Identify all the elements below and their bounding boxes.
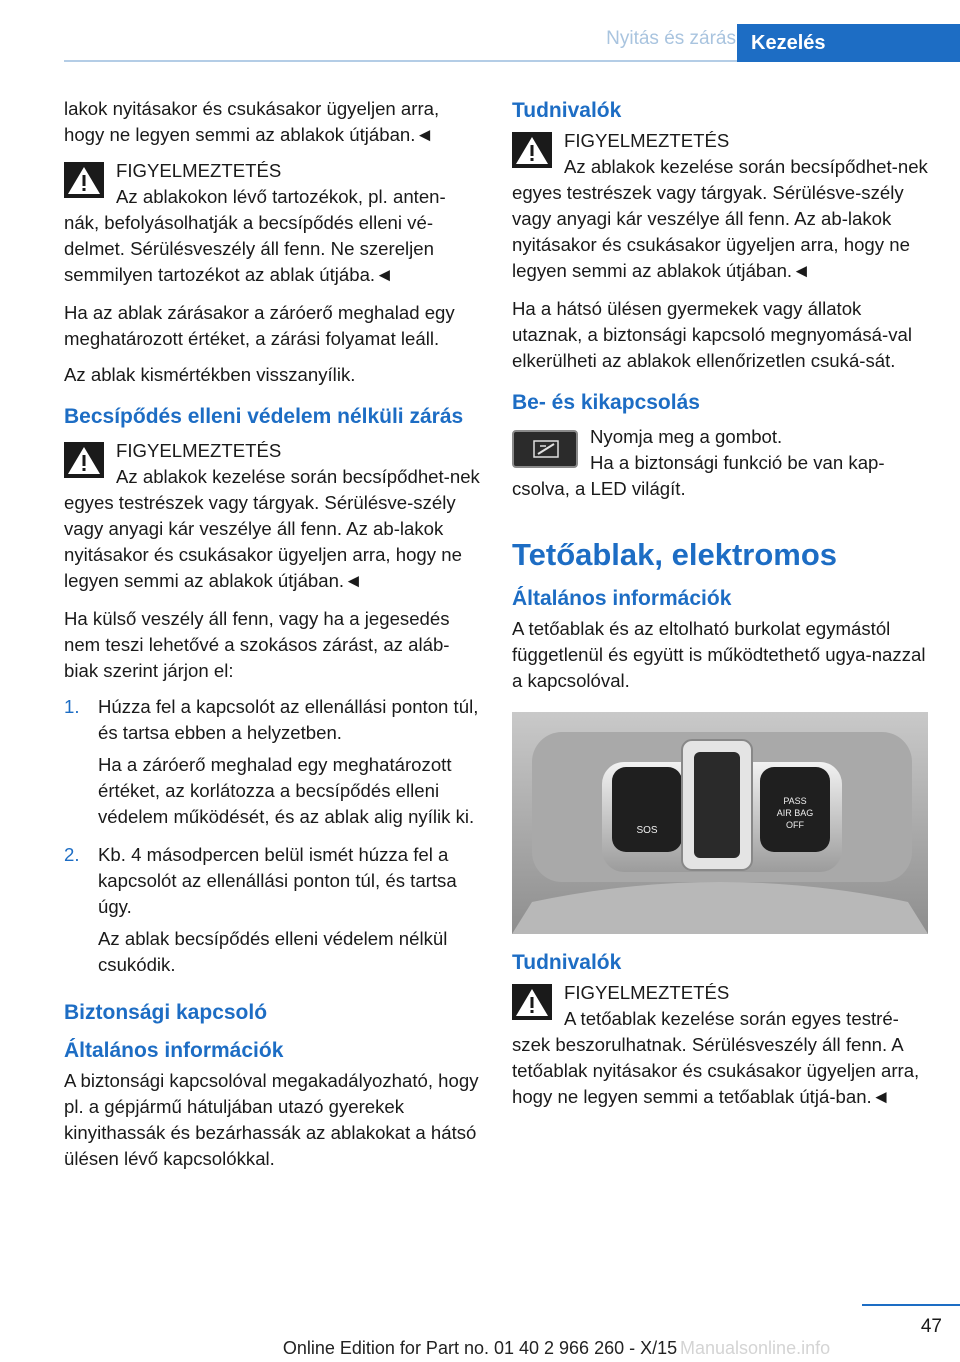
paragraph: A biztonsági kapcsolóval megakadályozható, hogy pl. a gépjármű hátuljában utazó gyerekek kinyithassák és bezárhassák az ablakokat a hátsó ülésen lévő kapcsolókkal. <box>64 1070 479 1169</box>
list-item <box>64 842 480 984</box>
airbag-label: AIR BAG <box>776 808 814 818</box>
warning-triangle-icon <box>64 162 104 198</box>
warning-block <box>64 158 480 288</box>
right-column <box>512 96 928 1122</box>
warning-block <box>512 128 928 284</box>
warning-triangle-icon <box>512 132 552 168</box>
safety-switch-button-icon <box>512 430 578 468</box>
instruction-text: Ha a biztonsági funkció be van kap-csolva, a LED világít. <box>512 452 885 499</box>
left-column <box>64 96 480 1182</box>
section-heading: Biztonsági kapcsoló <box>64 1001 268 1024</box>
section-heading: Tudnivalók <box>512 951 622 974</box>
header-section-title: Nyitás és zárás <box>606 28 736 49</box>
off-label: OFF <box>786 820 804 830</box>
paragraph: Az ablak kismértékben visszanyílik. <box>64 364 356 385</box>
warning-label: FIGYELMEZTETÉS <box>116 160 282 181</box>
chapter-heading: Tetőablak, elektromos <box>512 537 838 572</box>
pass-label: PASS <box>783 796 807 806</box>
section-heading: Tudnivalók <box>512 99 622 122</box>
warning-label: FIGYELMEZTETÉS <box>564 130 730 151</box>
list-item <box>64 694 480 836</box>
page-number: 47 <box>920 1316 942 1337</box>
edition-footer: Online Edition for Part no. 01 40 2 966 260 - X/15 <box>282 1338 678 1358</box>
button-instruction <box>512 424 928 502</box>
list-item-text: Kb. 4 másodpercen belül ismét húzza fel a kapcsolót az ellenállási ponton túl, és tartsa úgy. <box>98 844 457 917</box>
watermark: Manualsonline.info <box>680 1338 831 1358</box>
roof-console-photo <box>512 712 928 934</box>
warning-block <box>64 438 480 594</box>
paragraph: lakok nyitásakor és csukásakor ügyeljen arra, hogy ne legyen semmi az ablakok útjában.◄ <box>64 98 440 145</box>
subsection-heading: Általános információk <box>64 1039 284 1062</box>
paragraph: A tetőablak és az eltolható burkolat egymástól függetlenül és együtt is működtethető ugya-nazzal a kapcsolóval. <box>512 618 926 691</box>
warning-label: FIGYELMEZTETÉS <box>564 982 730 1003</box>
warning-text: Az ablakok kezelése során becsípődhet-nek egyes testrészek vagy tárgyak. Sérülésve-szély vagy anyagi kár veszélye áll fenn. Az ab-lakok nyitásakor és csukásakor ügyeljen arra, hogy ne legyen semmi az ablakok útjában.◄ <box>64 466 480 591</box>
warning-triangle-icon <box>64 442 104 478</box>
section-heading: Becsípődés elleni védelem nélküli zárás <box>64 405 464 428</box>
paragraph: Ha a hátsó ülésen gyermekek vagy állatok utaznak, a biztonsági kapcsoló megnyomásá-val elkerülheti az ablakok ellenőrizetlen csuká-sát. <box>512 298 912 371</box>
list-item-text: Húzza fel a kapcsolót az ellenállási ponton túl, és tartsa ebben a helyzetben. <box>98 696 479 743</box>
list-item-note: Ha a záróerő meghalad egy meghatározott értéket, az korlátozza a becsípődés elleni védelem működését, és az ablak alig nyílik ki. <box>98 754 475 827</box>
subsection-heading: Általános információk <box>512 587 732 610</box>
instruction-text: Nyomja meg a gombot. <box>590 426 783 447</box>
footer-rule <box>862 1304 960 1306</box>
warning-triangle-icon <box>512 984 552 1020</box>
list-item-note: Az ablak becsípődés elleni védelem nélkül csukódik. <box>98 928 448 975</box>
header-chapter-tab: Kezelés <box>737 24 960 62</box>
list-number: 1. <box>64 696 80 717</box>
warning-block <box>512 980 928 1110</box>
warning-label: FIGYELMEZTETÉS <box>116 440 282 461</box>
section-heading: Be- és kikapcsolás <box>512 391 700 414</box>
sos-label: SOS <box>636 825 658 836</box>
warning-text: Az ablakok kezelése során becsípődhet-nek egyes testrészek vagy tárgyak. Sérülésve-szély vagy anyagi kár veszélye áll fenn. Az ab-lakok nyitásakor és csukásakor ügyeljen arra, hogy ne legyen semmi az ablakok útjában.◄ <box>512 156 928 281</box>
list-number: 2. <box>64 844 80 865</box>
warning-text: Az ablakokon lévő tartozékok, pl. anten-nák, befolyásolhatják a becsípődés elleni vé-delmet. Sérülésveszély áll fenn. Ne szereljen semmilyen tartozékot az ablak útjába.◄ <box>64 186 446 285</box>
paragraph: Ha külső veszély áll fenn, vagy ha a jegesedés nem teszi lehetővé a szokásos zárást, az aláb-biak szerint járjon el: <box>64 608 450 681</box>
paragraph: Ha az ablak zárásakor a záróerő meghalad egy meghatározott értéket, a zárási folyamat leáll. <box>64 302 455 349</box>
warning-text: A tetőablak kezelése során egyes testré-szek beszorulhatnak. Sérülésveszély áll fenn. A tetőablak nyitásakor és csukásakor ügyeljen arra, hogy ne legyen semmi a tetőablak útjá-ban.◄ <box>512 1008 920 1107</box>
